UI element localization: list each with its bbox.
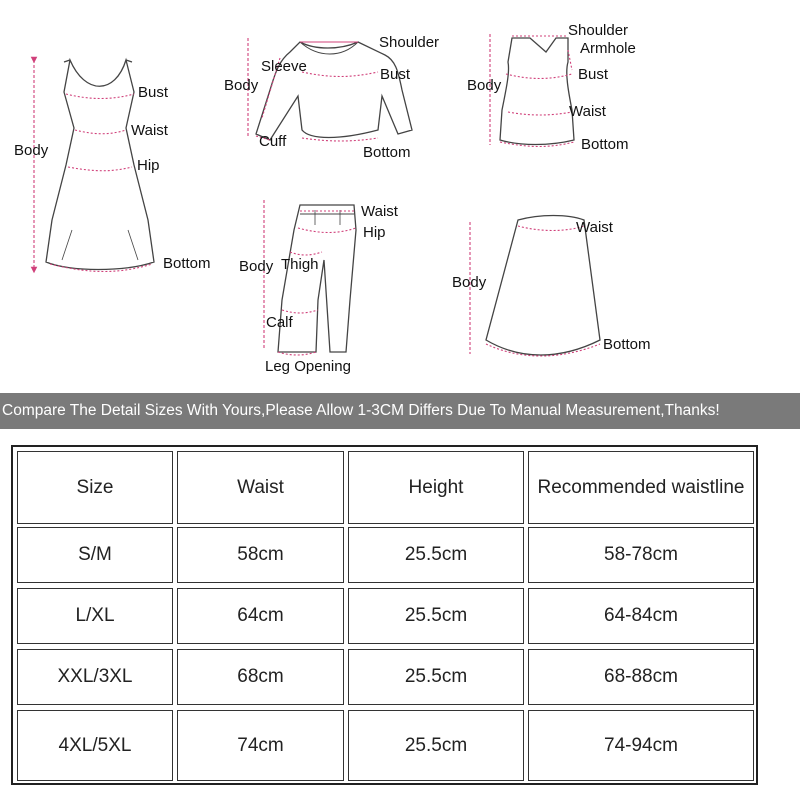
measurement-notice-banner: Compare The Detail Sizes With Yours,Please Allow 1-3CM Differs Due To Manual Measurement,Thanks!: [0, 393, 800, 429]
pants-thigh-label: Thigh: [281, 256, 319, 273]
cell-height: 25.5cm: [348, 649, 524, 705]
vest-waist-label: Waist: [569, 103, 606, 120]
sweater-bust-label: Bust: [380, 66, 411, 83]
cell-waist: 68cm: [177, 649, 344, 705]
pants-waist-label: Waist: [361, 203, 398, 220]
cell-recommended-waistline: 68-88cm: [528, 649, 754, 705]
header-height: Height: [348, 451, 524, 524]
dress-body-label: Body: [14, 142, 49, 159]
pants-leg-opening-label: Leg Opening: [265, 358, 351, 375]
measurement-diagrams: [0, 0, 800, 390]
vest-shoulder-label: Shoulder: [568, 22, 629, 39]
size-chart-table: [11, 445, 758, 785]
dress-waist-label: Waist: [131, 122, 168, 139]
cell-recommended-waistline: 74-94cm: [528, 710, 754, 781]
sweater-bottom-label: Bottom: [363, 144, 411, 161]
cell-waist: 58cm: [177, 527, 344, 583]
dress-bottom-label: Bottom: [163, 255, 211, 272]
pants-body-label: Body: [239, 258, 274, 275]
cell-size: XXL/3XL: [17, 649, 173, 705]
cell-height: 25.5cm: [348, 588, 524, 644]
pants-hip-label: Hip: [363, 224, 386, 241]
vest-bust-label: Bust: [578, 66, 609, 83]
pants-calf-label: Calf: [266, 314, 293, 331]
cell-recommended-waistline: 64-84cm: [528, 588, 754, 644]
header-recommended-waistline: Recommended waistline: [528, 451, 754, 524]
cell-size: S/M: [17, 527, 173, 583]
table-row: [13, 710, 756, 783]
cell-size: L/XL: [17, 588, 173, 644]
cell-waist: 64cm: [177, 588, 344, 644]
cell-height: 25.5cm: [348, 710, 524, 781]
skirt-waist-label: Waist: [576, 219, 613, 236]
sweater-body-label: Body: [224, 77, 259, 94]
sweater-illustration: [256, 42, 412, 140]
sweater-sleeve-label: Sleeve: [261, 58, 307, 75]
dress-bust-label: Bust: [138, 84, 169, 101]
dress-hip-label: Hip: [137, 157, 160, 174]
skirt-body-label: Body: [452, 274, 487, 291]
garment-illustrations: [0, 0, 800, 390]
table-header-row: [13, 447, 756, 525]
table-row: [13, 649, 756, 708]
vest-body-label: Body: [467, 77, 502, 94]
skirt-bottom-label: Bottom: [603, 336, 651, 353]
vest-bottom-label: Bottom: [581, 136, 629, 153]
header-size: Size: [17, 451, 173, 524]
vest-illustration: [500, 38, 574, 145]
skirt-illustration: [486, 216, 600, 356]
table-row: [13, 588, 756, 647]
cell-height: 25.5cm: [348, 527, 524, 583]
sweater-cuff-label: Cuff: [259, 133, 287, 150]
cell-recommended-waistline: 58-78cm: [528, 527, 754, 583]
sweater-shoulder-label: Shoulder: [379, 34, 440, 51]
cell-size: 4XL/5XL: [17, 710, 173, 781]
header-waist: Waist: [177, 451, 344, 524]
table-row: [13, 527, 756, 586]
cell-waist: 74cm: [177, 710, 344, 781]
vest-armhole-label: Armhole: [580, 40, 636, 57]
